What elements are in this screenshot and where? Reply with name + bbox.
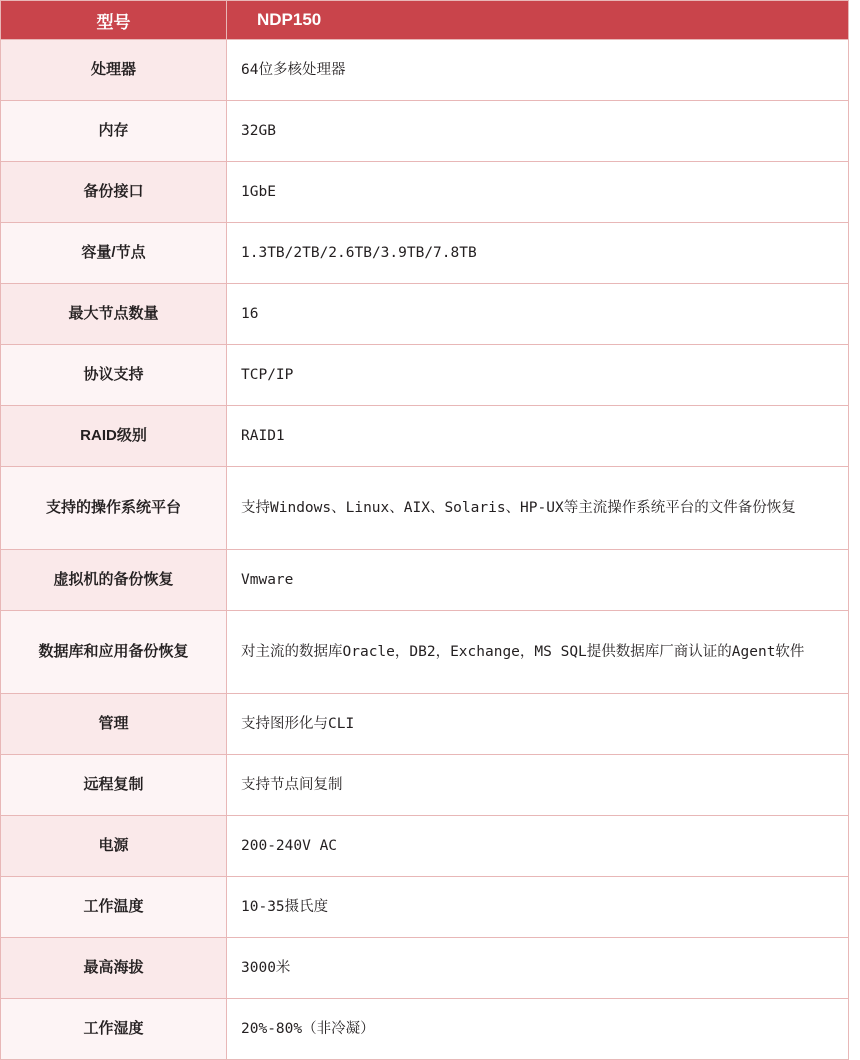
row-value: 16 xyxy=(227,284,849,345)
table-row xyxy=(1,611,849,694)
table-header-row xyxy=(1,1,849,40)
table-row xyxy=(1,40,849,101)
row-label: 远程复制 xyxy=(1,755,227,816)
row-label: 容量/节点 xyxy=(1,223,227,284)
row-value: 20%-80%（非冷凝） xyxy=(227,999,849,1060)
table-row xyxy=(1,999,849,1060)
table-row xyxy=(1,755,849,816)
table-row xyxy=(1,877,849,938)
row-value: 32GB xyxy=(227,101,849,162)
row-value: 10-35摄氏度 xyxy=(227,877,849,938)
row-label: 最大节点数量 xyxy=(1,284,227,345)
header-cell-model-value: NDP150 xyxy=(227,1,849,40)
table-row xyxy=(1,345,849,406)
row-value: RAID1 xyxy=(227,406,849,467)
row-label: 虚拟机的备份恢复 xyxy=(1,550,227,611)
row-value: 64位多核处理器 xyxy=(227,40,849,101)
table-row xyxy=(1,938,849,999)
table-row xyxy=(1,223,849,284)
header-cell-model: 型号 xyxy=(1,1,227,40)
row-label: 备份接口 xyxy=(1,162,227,223)
row-label: 管理 xyxy=(1,694,227,755)
row-label: 最高海拔 xyxy=(1,938,227,999)
row-value: 1.3TB/2TB/2.6TB/3.9TB/7.8TB xyxy=(227,223,849,284)
row-label: 内存 xyxy=(1,101,227,162)
row-label: 数据库和应用备份恢复 xyxy=(1,611,227,694)
row-label: 支持的操作系统平台 xyxy=(1,467,227,550)
row-label: RAID级别 xyxy=(1,406,227,467)
table-row xyxy=(1,467,849,550)
row-value: Vmware xyxy=(227,550,849,611)
row-label: 工作温度 xyxy=(1,877,227,938)
table-row xyxy=(1,816,849,877)
row-value: 200-240V AC xyxy=(227,816,849,877)
row-value: 1GbE xyxy=(227,162,849,223)
table-header xyxy=(1,1,849,40)
row-value: 支持图形化与CLI xyxy=(227,694,849,755)
row-label: 协议支持 xyxy=(1,345,227,406)
row-value: 对主流的数据库Oracle，DB2，Exchange，MS SQL提供数据库厂商认证的Agent软件 xyxy=(227,611,849,694)
table-row xyxy=(1,284,849,345)
table-row xyxy=(1,694,849,755)
table-row xyxy=(1,101,849,162)
row-value: 3000米 xyxy=(227,938,849,999)
table-row xyxy=(1,162,849,223)
table-body xyxy=(1,40,849,1060)
row-label: 电源 xyxy=(1,816,227,877)
row-label: 工作湿度 xyxy=(1,999,227,1060)
row-value: TCP/IP xyxy=(227,345,849,406)
row-value: 支持Windows、Linux、AIX、Solaris、HP-UX等主流操作系统平台的文件备份恢复 xyxy=(227,467,849,550)
row-value: 支持节点间复制 xyxy=(227,755,849,816)
row-label: 处理器 xyxy=(1,40,227,101)
table-row xyxy=(1,550,849,611)
table-row xyxy=(1,406,849,467)
